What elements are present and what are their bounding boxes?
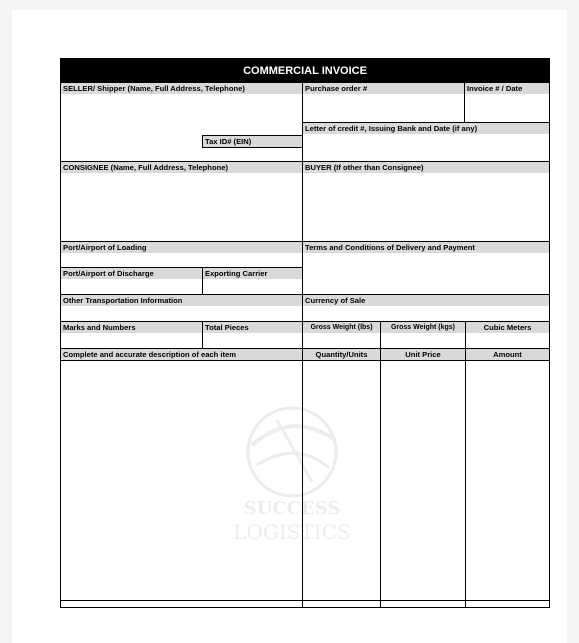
gross-weight-kgs-label: Gross Weight (kgs): [381, 322, 465, 333]
document-page: [12, 10, 567, 643]
watermark-line-1: SUCCESS: [243, 498, 341, 519]
unit-price-header: Unit Price: [381, 349, 465, 360]
logistics-watermark: [217, 390, 367, 560]
marks-numbers-label: Marks and Numbers: [61, 322, 202, 333]
letter-of-credit-label: Letter of credit #, Issuing Bank and Date (if any): [303, 123, 549, 134]
purchase-order-label: Purchase order #: [303, 83, 464, 94]
seller-label: SELLER/ Shipper (Name, Full Address, Telephone): [61, 83, 302, 94]
quantity-header: Quantity/Units: [303, 349, 380, 360]
invoice-date-label: Invoice # / Date: [465, 83, 549, 94]
currency-label: Currency of Sale: [303, 295, 549, 306]
exporting-carrier-label: Exporting Carrier: [203, 268, 302, 279]
globe-icon: [217, 390, 367, 500]
gross-weight-lbs-label: Gross Weight (lbs): [303, 322, 380, 333]
buyer-label: BUYER (If other than Consignee): [303, 162, 549, 173]
form-title: COMMERCIAL INVOICE: [61, 59, 549, 83]
total-pieces-label: Total Pieces: [203, 322, 302, 333]
port-of-loading-label: Port/Airport of Loading: [61, 242, 302, 253]
terms-label: Terms and Conditions of Delivery and Payment: [303, 242, 549, 253]
tax-id-label: Tax ID# (EIN): [203, 136, 302, 147]
cubic-meters-label: Cubic Meters: [466, 322, 549, 333]
watermark-line-2: LOGISTICS: [233, 520, 351, 544]
amount-header: Amount: [466, 349, 549, 360]
consignee-label: CONSIGNEE (Name, Full Address, Telephone): [61, 162, 302, 173]
port-of-discharge-label: Port/Airport of Discharge: [61, 268, 202, 279]
other-transport-label: Other Transportation Information: [61, 295, 302, 306]
description-header: Complete and accurate description of each item: [61, 349, 302, 360]
